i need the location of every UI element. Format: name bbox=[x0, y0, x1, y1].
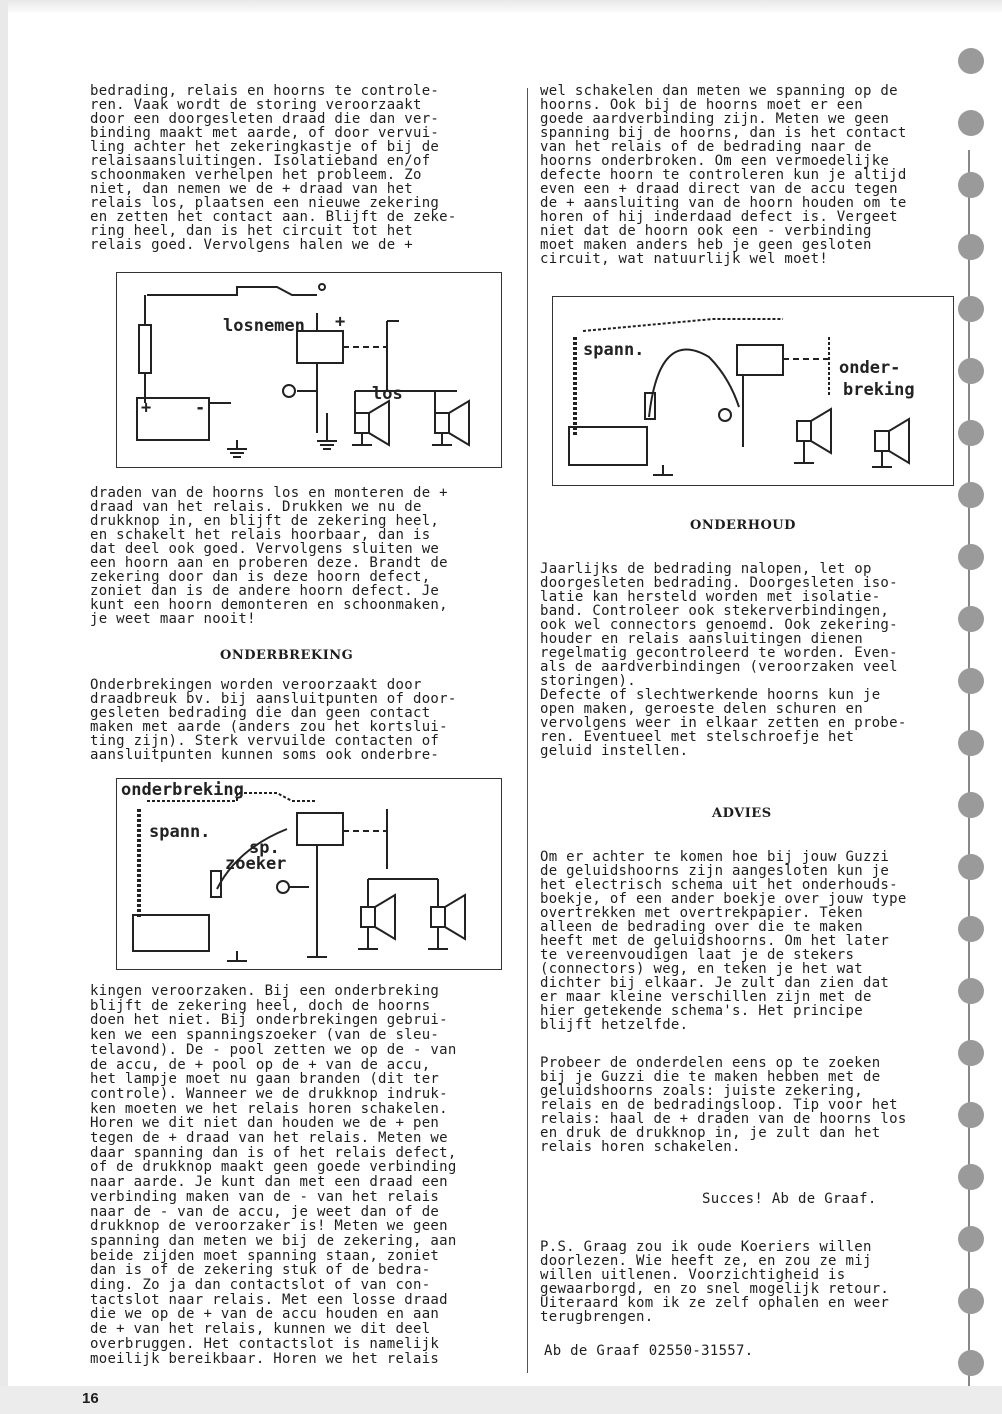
figure-losnemen bbox=[116, 272, 502, 468]
binder-hole bbox=[958, 1040, 984, 1066]
battery-plus: + bbox=[141, 398, 152, 418]
binder-hole bbox=[958, 482, 984, 508]
binder-hole bbox=[958, 48, 984, 74]
fig-label-breking: breking bbox=[843, 380, 915, 400]
right-paragraph-2: Jaarlijks de bedrading nalopen, let op doorgesleten bedrading. Doorgesleten iso- latie kan hersteld worden met isolatie- band. Controleer ook stekerverbindingen, ook wel connectors genoemd. Ook zekering- houder en relais aansluitingen dienen regelmatig gecontroleerd te worden. Even- als de aardverbindingen (veroorzaken veel storingen). Defecte of slechtwerkende hoorns kun je open maken, geroeste delen schuren en vervolgens weer in elkaar zetten en probe- ren. Eventueel met stelschroefje het geluid instellen. bbox=[540, 561, 907, 759]
fig-label-spann: spann. bbox=[583, 340, 645, 360]
page-edge-left bbox=[0, 0, 8, 1414]
signoff: Succes! Ab de Graaf. bbox=[702, 1191, 877, 1207]
binder-hole bbox=[958, 978, 984, 1004]
figure-onderbreking-hoorn bbox=[552, 296, 954, 486]
left-paragraph-3: Onderbrekingen worden veroorzaakt door draadbreuk bv. bij aansluitpunten of door- gesleten bedrading die dan geen contact maken met aarde (anders zou het kortslui- ting zijn). Sterk vervuilde contacten of aansluitpunten kunnen soms ook onderbre- bbox=[90, 677, 457, 763]
battery-minus: - bbox=[195, 398, 206, 418]
binder-hole bbox=[958, 1102, 984, 1128]
left-paragraph-4: kingen veroorzaken. Bij een onderbreking blijft de zekering heel, doch de hoorns doen het niet. Bij onderbrekingen gebrui- ken we een spanningszoeker (van de sleu- telavond). De - pool zetten we op de - van de accu, de + pool op de + van de accu, het lampje moet nu gaan branden (dit ter controle). Wanneer we de drukknop indruk- ken moeten we het relais horen schakelen. Horen we dit niet dan houden we de + pen tegen de + draad van het relais. Meten we daar spanning dan is of het relais defect, of de drukknop maakt geen goede verbinding naar aarde. Je kunt dan met een draad een verbinding maken van de - van het relais naar de - van de accu, je weet dan of de drukknop de veroorzaker is! Meten we geen spanning dan meten we bij de zekering, aan beide zijden moet spanning staan, zoniet dan is of de zekering stuk of de bedra- ding. Zo ja dan contactslot of van con- tactslot naar relais. Met een losse draad die we op de + van de accu houden en aan de + van het relais, kunnen we dit deel overbruggen. Het contactslot is namelijk moeilijk bereikbaar. Horen we het relais bbox=[90, 983, 457, 1367]
heading-advies: ADVIES bbox=[712, 806, 772, 821]
fig-label-los: los bbox=[372, 384, 403, 404]
fig-label-losnemen: losnemen bbox=[223, 316, 305, 336]
binder-hole bbox=[958, 1164, 984, 1190]
postscript: P.S. Graag zou ik oude Koeriers willen doorlezen. Wie heeft ze, en zou ze mij willen uitlenen. Voorzichtigheid is gewaarborgd, en zo snel mogelijk retour. Uiteraard kom ik ze zelf ophalen en weer terugbrengen. bbox=[540, 1239, 890, 1325]
binder-hole bbox=[958, 916, 984, 942]
binder-hole bbox=[958, 420, 984, 446]
left-paragraph-2: draden van de hoorns los en monteren de + draad van het relais. Drukken we nu de drukknop in, en blijft de zekering heel, en schakelt het relais hoorbaar, dan is dat deel ook goed. Vervolgens sluiten we een hoorn aan en proberen deze. Brandt de zekering door dan is deze hoorn defect, zoniet dan is de andere hoorn defect. Je kunt een hoorn demonteren en schoonmaken, je weet maar nooit! bbox=[90, 485, 448, 627]
binder-hole bbox=[958, 1226, 984, 1252]
contact-line: Ab de Graaf 02550-31557. bbox=[544, 1343, 754, 1359]
page-number: 16 bbox=[82, 1390, 99, 1407]
binder-hole bbox=[958, 854, 984, 880]
fig-label-spann: spann. bbox=[149, 822, 211, 842]
binder-hole bbox=[958, 606, 984, 632]
binder-hole bbox=[958, 296, 984, 322]
right-paragraph-3: Om er achter te komen hoe bij jouw Guzzi de geluidshoorns zijn aangesloten kun je het electrisch schema uit het onderhouds- boekje, of een ander boekje over jouw type overtrekken met overtrekpapier. Teken alleen de bedrading over die te maken heeft met de geluidshoorns. Om het later te vereenvoudigen laat je de stekers (connectors) weg, en teken je het wat dichter bij elkaar. Je zult dan zien dat er maar kleine verschillen zijn met de hier getekende schema's. Het principe blijft hetzelfde. bbox=[540, 849, 907, 1033]
heading-onderbreking: ONDERBREKING bbox=[220, 648, 354, 663]
binder-hole bbox=[958, 668, 984, 694]
binder-hole bbox=[958, 730, 984, 756]
binder-hole bbox=[958, 110, 984, 136]
circuit-diagram bbox=[117, 779, 501, 969]
left-paragraph-1: bedrading, relais en hoorns te controle- ren. Vaak wordt de storing veroorzaakt door een doorgesleten draad die dan ver- binding maakt met aarde, of door vervui- ling achter het zekeringkastje of bij de relaisaansluitingen. Isolatieband en/of schoonmaken verhelpen het probleem. Zo niet, dan nemen we de + draad van het relais los, plaatsen een nieuwe zekering en zetten het contact aan. Blijft de zeke- ring heel, dan is het circuit tot het relais goed. Vervolgens halen we de + bbox=[90, 83, 457, 253]
heading-onderhoud: ONDERHOUD bbox=[690, 518, 796, 533]
binder-hole bbox=[958, 1288, 984, 1314]
binder-hole bbox=[958, 792, 984, 818]
column-divider bbox=[527, 88, 528, 1373]
right-paragraph-1: wel schakelen dan meten we spanning op de hoorns. Ook bij de hoorns moet er een goede aardverbinding zijn. Meten we geen spanning bij de hoorns, dan is het contact van het relais of de bedrading naar de hoorns onderbroken. Om een vermoedelijke defecte hoorn te controleren kun je altijd even een + draad direct van de accu tegen de + aansluiting van de hoorn houden om te horen of hij inderdaad defect is. Vergeet niet dat de hoorn ook een - verbinding moet maken anders heb je geen gesloten circuit, wat natuurlijk wel moet! bbox=[540, 83, 907, 267]
binder-hole bbox=[958, 544, 984, 570]
fig-label-onder: onder- bbox=[839, 358, 901, 378]
fig-label-plus: + bbox=[335, 312, 346, 332]
figure-onderbreking bbox=[116, 778, 502, 970]
fig-label-onderbreking: onderbreking bbox=[121, 780, 244, 800]
right-paragraph-4: Probeer de onderdelen eens op te zoeken bij je Guzzi die te maken hebben met de geluidshoorns zoals: juiste zekering, relais en de bedradingsloop. Tip voor het relais: haal de + draden van de hoorns los en druk de drukknop in, je zult dan het relais horen schakelen. bbox=[540, 1055, 907, 1155]
circuit-diagram bbox=[553, 297, 953, 485]
binder-hole bbox=[958, 172, 984, 198]
page-edge bbox=[0, 0, 1002, 12]
circuit-diagram bbox=[117, 273, 501, 467]
page-edge-bottom bbox=[0, 1386, 1002, 1414]
fig-label-zoeker: zoeker bbox=[225, 854, 287, 874]
binder-hole bbox=[958, 358, 984, 384]
fig-label-sp: sp. bbox=[249, 838, 280, 858]
binder-hole bbox=[958, 234, 984, 260]
